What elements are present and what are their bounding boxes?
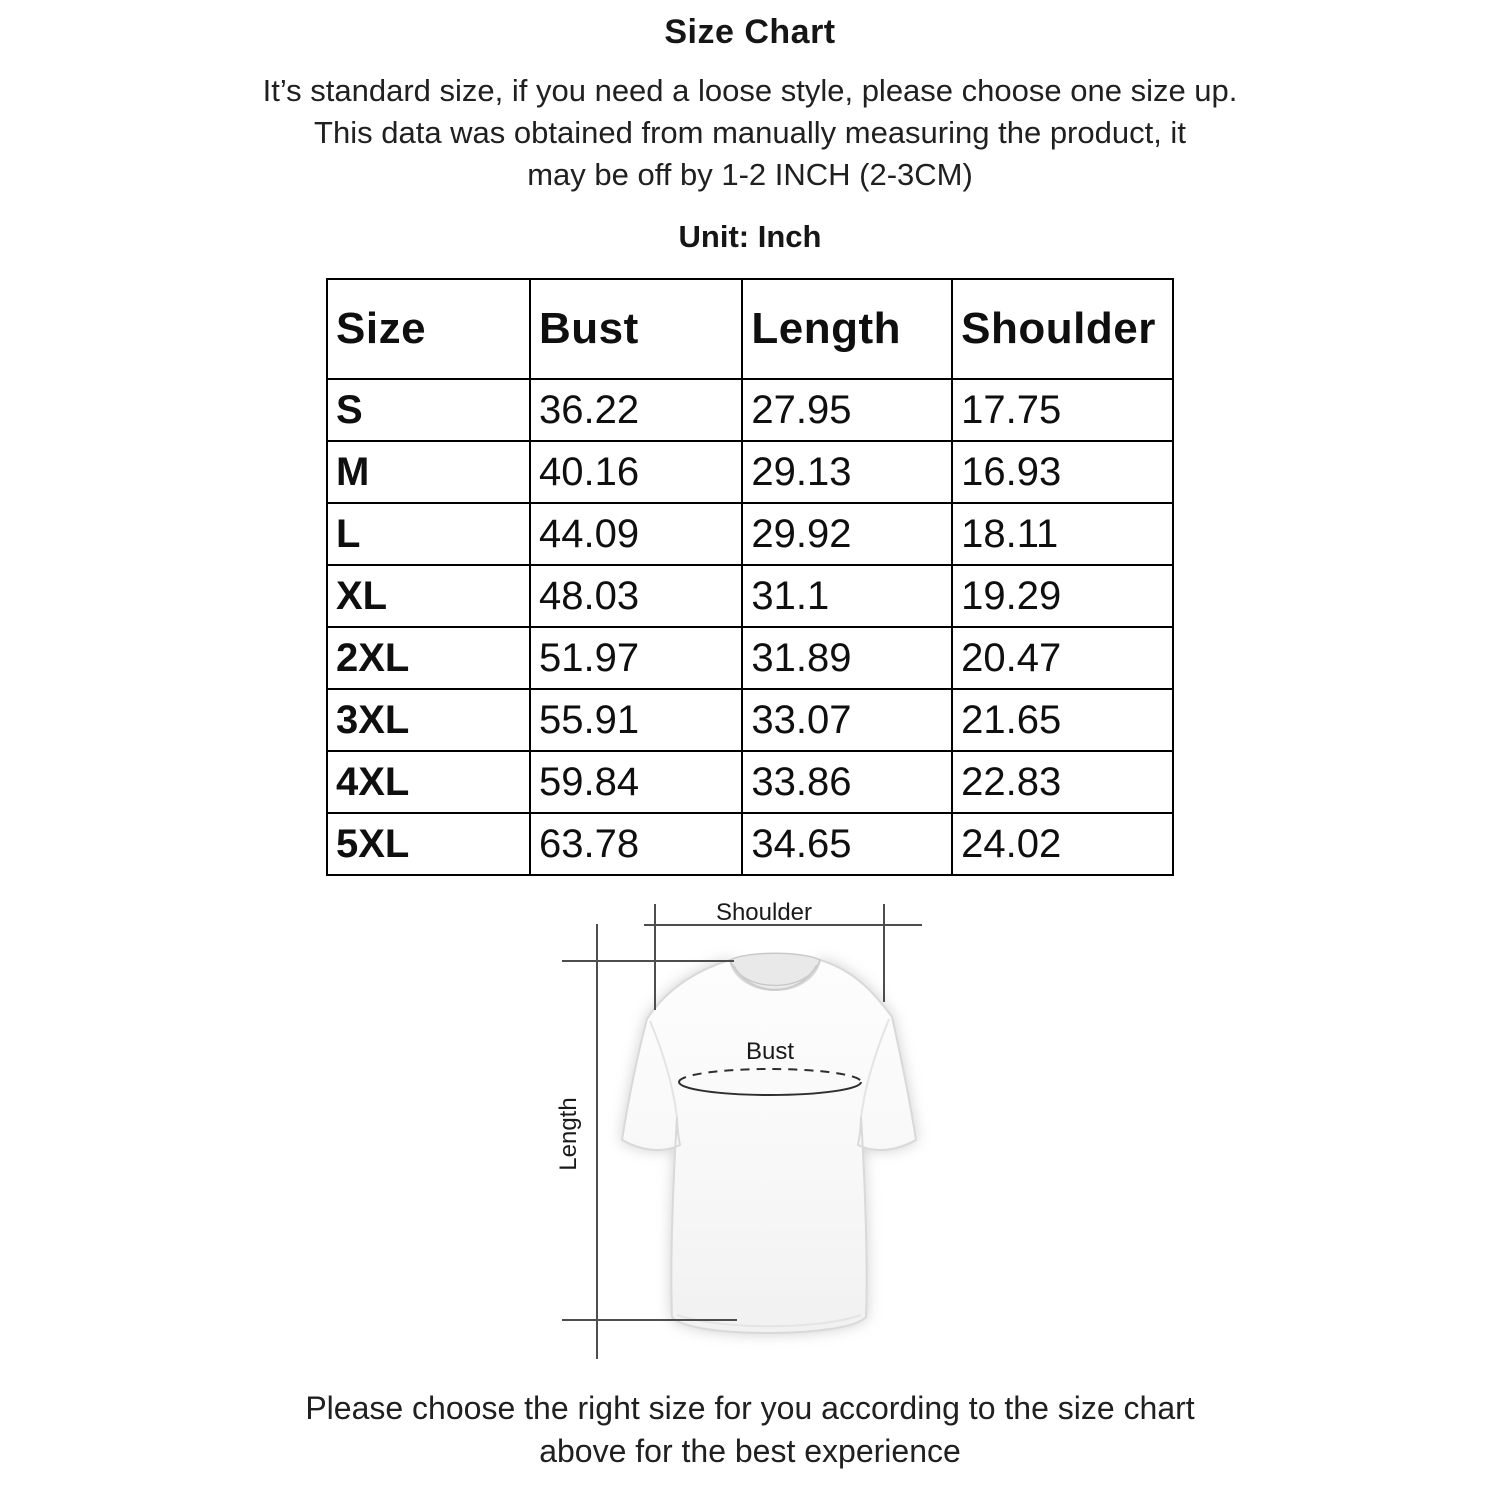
table-header-row [327,279,1173,379]
bust-cell: 40.16 [530,441,742,503]
size-table-body [327,379,1173,875]
bust-label: Bust [745,1038,795,1065]
column-header-length: Length [742,279,952,379]
length-cell: 27.95 [742,379,952,441]
length-cell: 31.89 [742,627,952,689]
shoulder-label: Shoulder [715,899,813,926]
size-cell: 4XL [327,751,530,813]
size-table [326,278,1174,876]
footer-line: above for the best experience [539,1433,961,1469]
shoulder-cell: 20.47 [952,627,1173,689]
bust-cell: 63.78 [530,813,742,875]
bust-cell: 59.84 [530,751,742,813]
length-cell: 34.65 [742,813,952,875]
bust-cell: 36.22 [530,379,742,441]
tshirt-graphic [622,960,916,1333]
size-cell: 3XL [327,689,530,751]
shoulder-cell: 18.11 [952,503,1173,565]
disclaimer-line: This data was obtained from manually measuring the product, it [314,115,1186,150]
bust-cell: 55.91 [530,689,742,751]
column-header-bust: Bust [530,279,742,379]
size-cell: XL [327,565,530,627]
bust-cell: 44.09 [530,503,742,565]
length-cell: 33.07 [742,689,952,751]
table-row [327,503,1173,565]
size-cell: M [327,441,530,503]
table-row [327,379,1173,441]
size-disclaimer [0,70,1500,196]
table-row [327,627,1173,689]
table-row [327,441,1173,503]
disclaimer-line: may be off by 1-2 INCH (2-3CM) [527,157,973,192]
size-table-header [327,279,1173,379]
size-cell: 5XL [327,813,530,875]
footer-line: Please choose the right size for you according to the size chart [305,1390,1195,1426]
shoulder-cell: 22.83 [952,751,1173,813]
size-cell: 2XL [327,627,530,689]
bust-cell: 48.03 [530,565,742,627]
length-cell: 31.1 [742,565,952,627]
disclaimer-line: It’s standard size, if you need a loose style, please choose one size up. [262,73,1238,108]
table-row [327,813,1173,875]
unit-label: Unit: Inch [678,219,822,254]
length-cell: 29.13 [742,441,952,503]
shoulder-cell: 16.93 [952,441,1173,503]
column-header-size: Size [327,279,530,379]
footer-note [0,1387,1500,1473]
size-cell: L [327,503,530,565]
table-row [327,689,1173,751]
length-cell: 29.92 [742,503,952,565]
size-cell: S [327,379,530,441]
column-header-shoulder: Shoulder [952,279,1173,379]
shoulder-cell: 24.02 [952,813,1173,875]
tshirt-diagram-svg [537,882,1007,1387]
page-title: Size Chart [664,13,836,51]
shoulder-cell: 19.29 [952,565,1173,627]
bust-cell: 51.97 [530,627,742,689]
tshirt-measurement-diagram [0,882,1500,1387]
table-row [327,751,1173,813]
table-row [327,565,1173,627]
shoulder-cell: 17.75 [952,379,1173,441]
length-cell: 33.86 [742,751,952,813]
shoulder-cell: 21.65 [952,689,1173,751]
length-label: Length [555,1097,582,1171]
